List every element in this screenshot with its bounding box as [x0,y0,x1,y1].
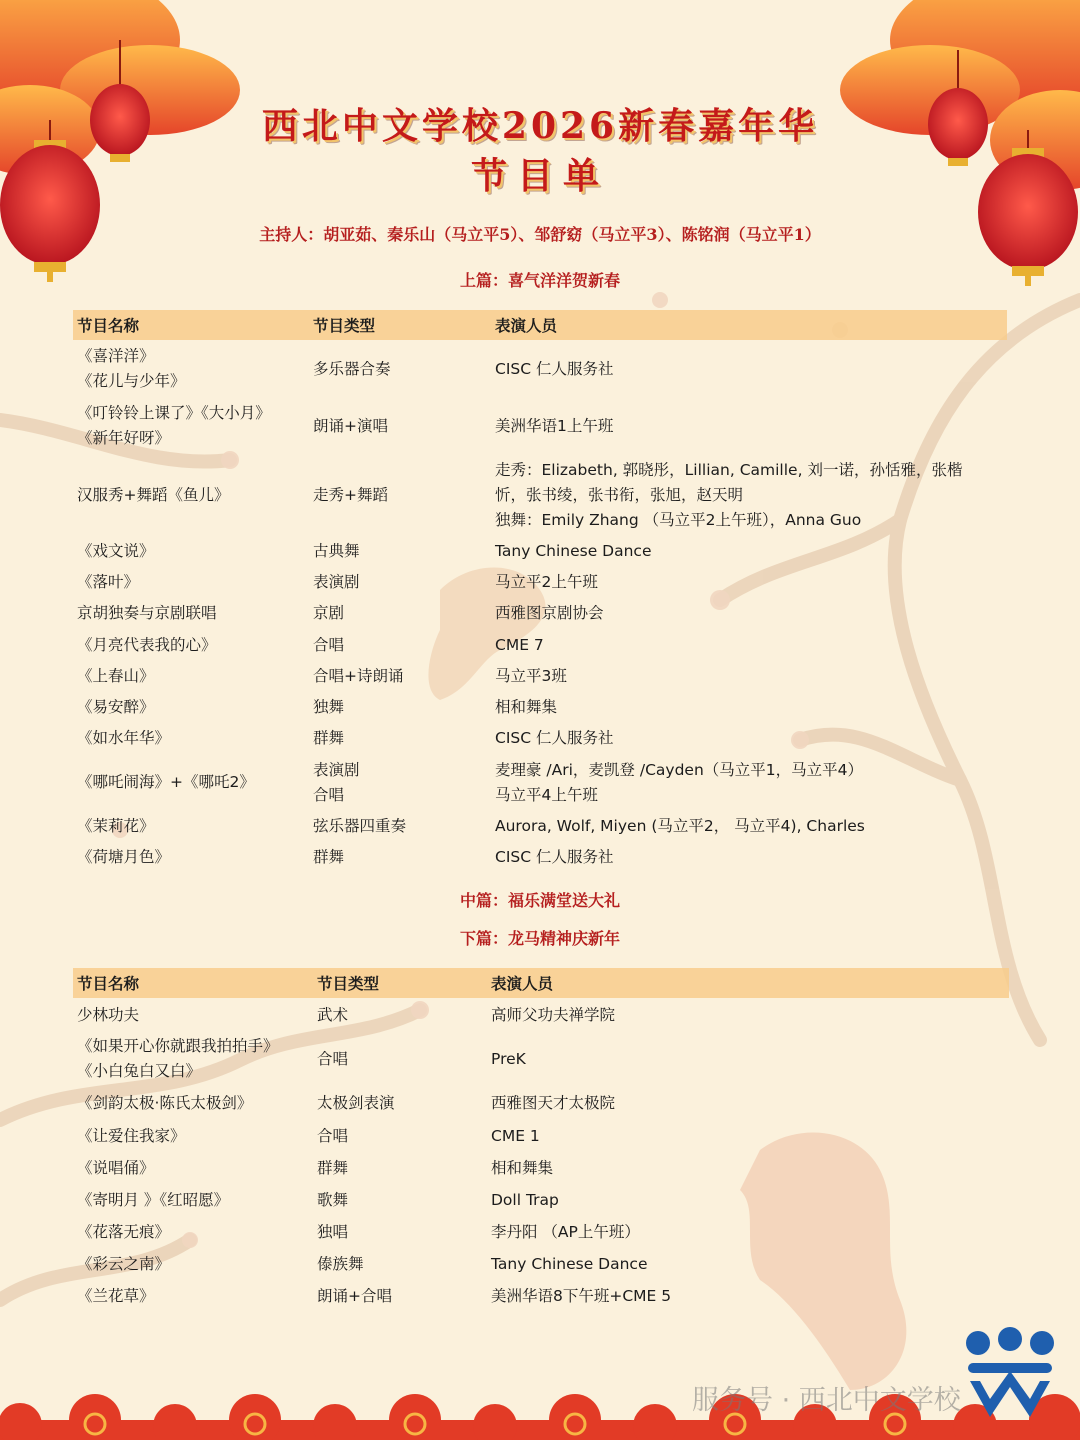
performers-line: 相和舞集 [491,1158,554,1177]
program-name-line: 汉服秀+舞蹈《鱼儿》 [77,485,230,504]
program-name-cell [73,692,309,723]
program-type-cell [313,1120,487,1152]
column-header-type: 节目类型 [313,317,376,335]
program-type-line: 歌舞 [317,1190,349,1209]
program-name-cell [73,1032,313,1086]
performers-line: 西雅图天才太极院 [491,1093,616,1112]
program-type-cell [309,841,491,873]
page-subtitle: 节目单 [470,155,609,197]
program-name-line: 《新年好呀》 [77,429,171,447]
program-type-line: 朗诵+演唱 [313,416,388,435]
program-type-line: 表演剧 [313,572,360,591]
performers-cell [487,1248,1009,1280]
performers-cell [491,661,1007,692]
table-row [73,398,1007,454]
program-name-line: 《月亮代表我的心》 [77,635,217,654]
program-name-line: 《落叶》 [77,572,140,591]
performers-cell [491,398,1007,454]
program-name-cell [73,598,309,629]
performers-line: CISC 仁人服务社 [495,729,614,747]
performers-cell [487,998,1009,1032]
program-name-cell [73,1280,313,1312]
program-type-line: 傣族舞 [317,1254,364,1273]
program-type-cell [309,598,491,629]
column-header-performers: 表演人员 [495,317,558,335]
program-name-cell [73,566,309,598]
performers-cell [487,1152,1009,1184]
program-name-cell [73,811,309,841]
program-name-line: 《荷塘月色》 [77,847,171,866]
column-header-name: 节目名称 [77,975,140,993]
performers-cell [491,692,1007,723]
performers-line: 西雅图京剧协会 [495,604,604,622]
program-name-cell [73,841,309,873]
table-row [73,661,1007,692]
program-name-cell [73,1086,313,1120]
table-row [73,841,1007,873]
program-type-cell [309,629,491,661]
program-type-line: 京剧 [313,604,345,622]
section-heading-part1: 上篇：喜气洋洋贺新春 [459,271,620,290]
performers-cell [491,536,1007,566]
performers-cell [487,1184,1009,1216]
performers-line: 独舞：Emily Zhang （马立平2上午班），Anna Guo [495,510,862,529]
program-name-line: 《剑韵太极·陈氏太极剑》 [77,1093,253,1112]
performers-line: CME 7 [495,635,544,654]
performers-line: 麦理豪 /Ari，麦凯登 /Cayden（马立平1，马立平4） [495,760,863,779]
performers-line: 相和舞集 [495,698,558,716]
program-type-line: 古典舞 [313,541,360,560]
program-name-line: 《上春山》 [77,667,155,685]
program-type-line: 群舞 [313,847,345,866]
table-row [73,723,1007,754]
program-name-cell [73,998,313,1032]
program-name-cell [73,398,309,454]
performers-line: 高师父功夫禅学院 [491,1005,616,1024]
program-type-cell [309,454,491,536]
performers-line: CME 1 [491,1126,540,1145]
table-row [73,1086,1009,1120]
table-row [73,629,1007,661]
table-row [73,536,1007,566]
performers-line: 忻，张书绫，张书衔，张旭，赵天明 [495,485,744,504]
performers-line: 走秀：Elizabeth, 郭晓彤，Lillian, Camille, 刘一诺，孙恬雅，张楷 [495,460,963,479]
program-type-cell [309,398,491,454]
performers-cell [491,629,1007,661]
performers-cell [491,340,1007,398]
program-name-line: 《易安醉》 [77,698,155,716]
program-type-line: 朗诵+合唱 [317,1286,392,1305]
performers-cell [487,1216,1009,1248]
program-type-line: 武术 [317,1005,349,1024]
program-name-cell [73,536,309,566]
performers-cell [487,1280,1009,1312]
program-name-line: 《彩云之南》 [77,1254,171,1273]
program-name-cell [73,454,309,536]
performers-line: 李丹阳 （AP上午班） [491,1222,640,1241]
program-name-cell [73,754,309,811]
program-name-line: 《花儿与少年》 [77,372,186,390]
performers-line: 马立平4上午班 [495,785,598,804]
performers-cell [487,1032,1009,1086]
performers-cell [487,1120,1009,1152]
program-name-cell [73,1184,313,1216]
hosts-line: 主持人：胡亚茹、秦乐山（马立平5）、邹舒窈（马立平3）、陈铭润（马立平1） [259,225,821,244]
performers-line: 美洲华语1上午班 [495,416,614,435]
performers-line: Doll Trap [491,1190,559,1209]
performers-line: 马立平3班 [495,667,567,685]
program-type-cell [313,1086,487,1120]
program-name-line: 《茉莉花》 [77,816,155,835]
program-type-line: 群舞 [313,729,345,747]
table-row [73,1184,1009,1216]
program-name-cell [73,1152,313,1184]
performers-cell [491,811,1007,841]
program-type-line: 独舞 [313,698,345,716]
program-table-part1 [73,310,1007,873]
program-type-line: 独唱 [317,1222,349,1241]
program-type-cell [313,1216,487,1248]
performers-line: 马立平2上午班 [495,572,598,591]
table-row [73,1280,1009,1312]
program-type-line: 群舞 [317,1158,349,1177]
performers-line: 美洲华语8下午班+CME 5 [491,1286,672,1305]
program-type-cell [309,692,491,723]
column-header-name: 节目名称 [77,317,140,335]
program-type-cell [313,1280,487,1312]
wechat-watermark: 服务号 · 西北中文学校 [692,1385,961,1416]
section-heading-part2: 中篇：福乐满堂送大礼 [459,891,620,910]
program-name-line: 京胡独奏与京剧联唱 [77,604,217,622]
program-table-part3 [73,968,1009,1312]
page-title: 西北中文学校2026新春嘉年华 [261,105,819,147]
performers-line: CISC 仁人服务社 [495,847,614,866]
performers-line: Tany Chinese Dance [491,1254,648,1273]
table-row [73,1152,1009,1184]
performers-cell [487,1086,1009,1120]
program-name-cell [73,340,309,398]
program-type-line: 合唱 [317,1049,349,1068]
performers-cell [491,454,1007,536]
program-name-cell [73,723,309,754]
program-name-line: 《叮铃铃上课了》《大小月》 [77,404,271,422]
program-name-line: 《喜洋洋》 [77,347,155,365]
program-type-cell [313,1248,487,1280]
performers-cell [491,841,1007,873]
program-name-cell [73,1248,313,1280]
performers-line: Aurora, Wolf, Miyen (马立平2， 马立平4), Charles [495,816,865,835]
performers-cell [491,598,1007,629]
table-row [73,754,1007,811]
program-type-line: 合唱 [313,635,345,654]
program-name-cell [73,1120,313,1152]
program-name-line: 《让爱住我家》 [77,1126,186,1145]
performers-line: CISC 仁人服务社 [495,359,614,378]
table-row [73,1216,1009,1248]
program-type-cell [309,536,491,566]
program-type-cell [309,723,491,754]
program-type-line: 合唱 [317,1126,349,1145]
program-name-line: 《说唱俑》 [77,1158,155,1177]
section-heading-part3: 下篇：龙马精神庆新年 [459,929,620,948]
column-header-performers: 表演人员 [491,975,554,993]
table-header-row [73,310,1007,340]
program-type-cell [309,661,491,692]
program-type-line: 弦乐器四重奏 [313,816,407,835]
table-row [73,454,1007,536]
program-name-cell [73,629,309,661]
program-type-cell [309,340,491,398]
program-name-line: 《哪吒闹海》+《哪吒2》 [77,773,255,791]
table-row [73,598,1007,629]
performers-line: PreK [491,1049,526,1068]
table-row [73,1120,1009,1152]
performers-cell [491,723,1007,754]
table-header-row [73,968,1009,998]
program-type-cell [309,754,491,811]
program-name-line: 《如果开心你就跟我拍拍手》 [77,1037,279,1055]
program-type-line: 走秀+舞蹈 [313,485,388,504]
program-type-line: 合唱 [313,785,345,804]
program-type-line: 太极剑表演 [317,1093,395,1112]
program-name-cell [73,661,309,692]
program-name-line: 《兰花草》 [77,1286,155,1305]
program-type-line: 表演剧 [313,760,360,779]
program-name-line: 《花落无痕》 [77,1222,171,1241]
program-type-cell [309,566,491,598]
program-type-cell [313,1032,487,1086]
column-header-type: 节目类型 [317,975,380,993]
table-row [73,1248,1009,1280]
program-type-cell [309,811,491,841]
program-name-line: 《寄明月 》《红昭愿》 [77,1190,230,1209]
program-type-line: 合唱+诗朗诵 [313,667,404,685]
performers-cell [491,566,1007,598]
program-type-cell [313,998,487,1032]
table-row [73,811,1007,841]
table-row [73,692,1007,723]
table-row [73,998,1009,1032]
performers-line: Tany Chinese Dance [495,541,652,560]
table-row [73,1032,1009,1086]
program-type-cell [313,1152,487,1184]
program-type-line: 多乐器合奏 [313,359,391,378]
school-logo [960,1325,1060,1425]
table-row [73,566,1007,598]
program-name-line: 《如水年华》 [77,729,171,747]
table-row [73,340,1007,398]
program-name-line: 《小白兔白又白》 [77,1062,202,1080]
program-name-cell [73,1216,313,1248]
program-name-line: 《戏文说》 [77,541,155,560]
program-name-line: 少林功夫 [77,1005,140,1024]
program-type-cell [313,1184,487,1216]
performers-cell [491,754,1007,811]
